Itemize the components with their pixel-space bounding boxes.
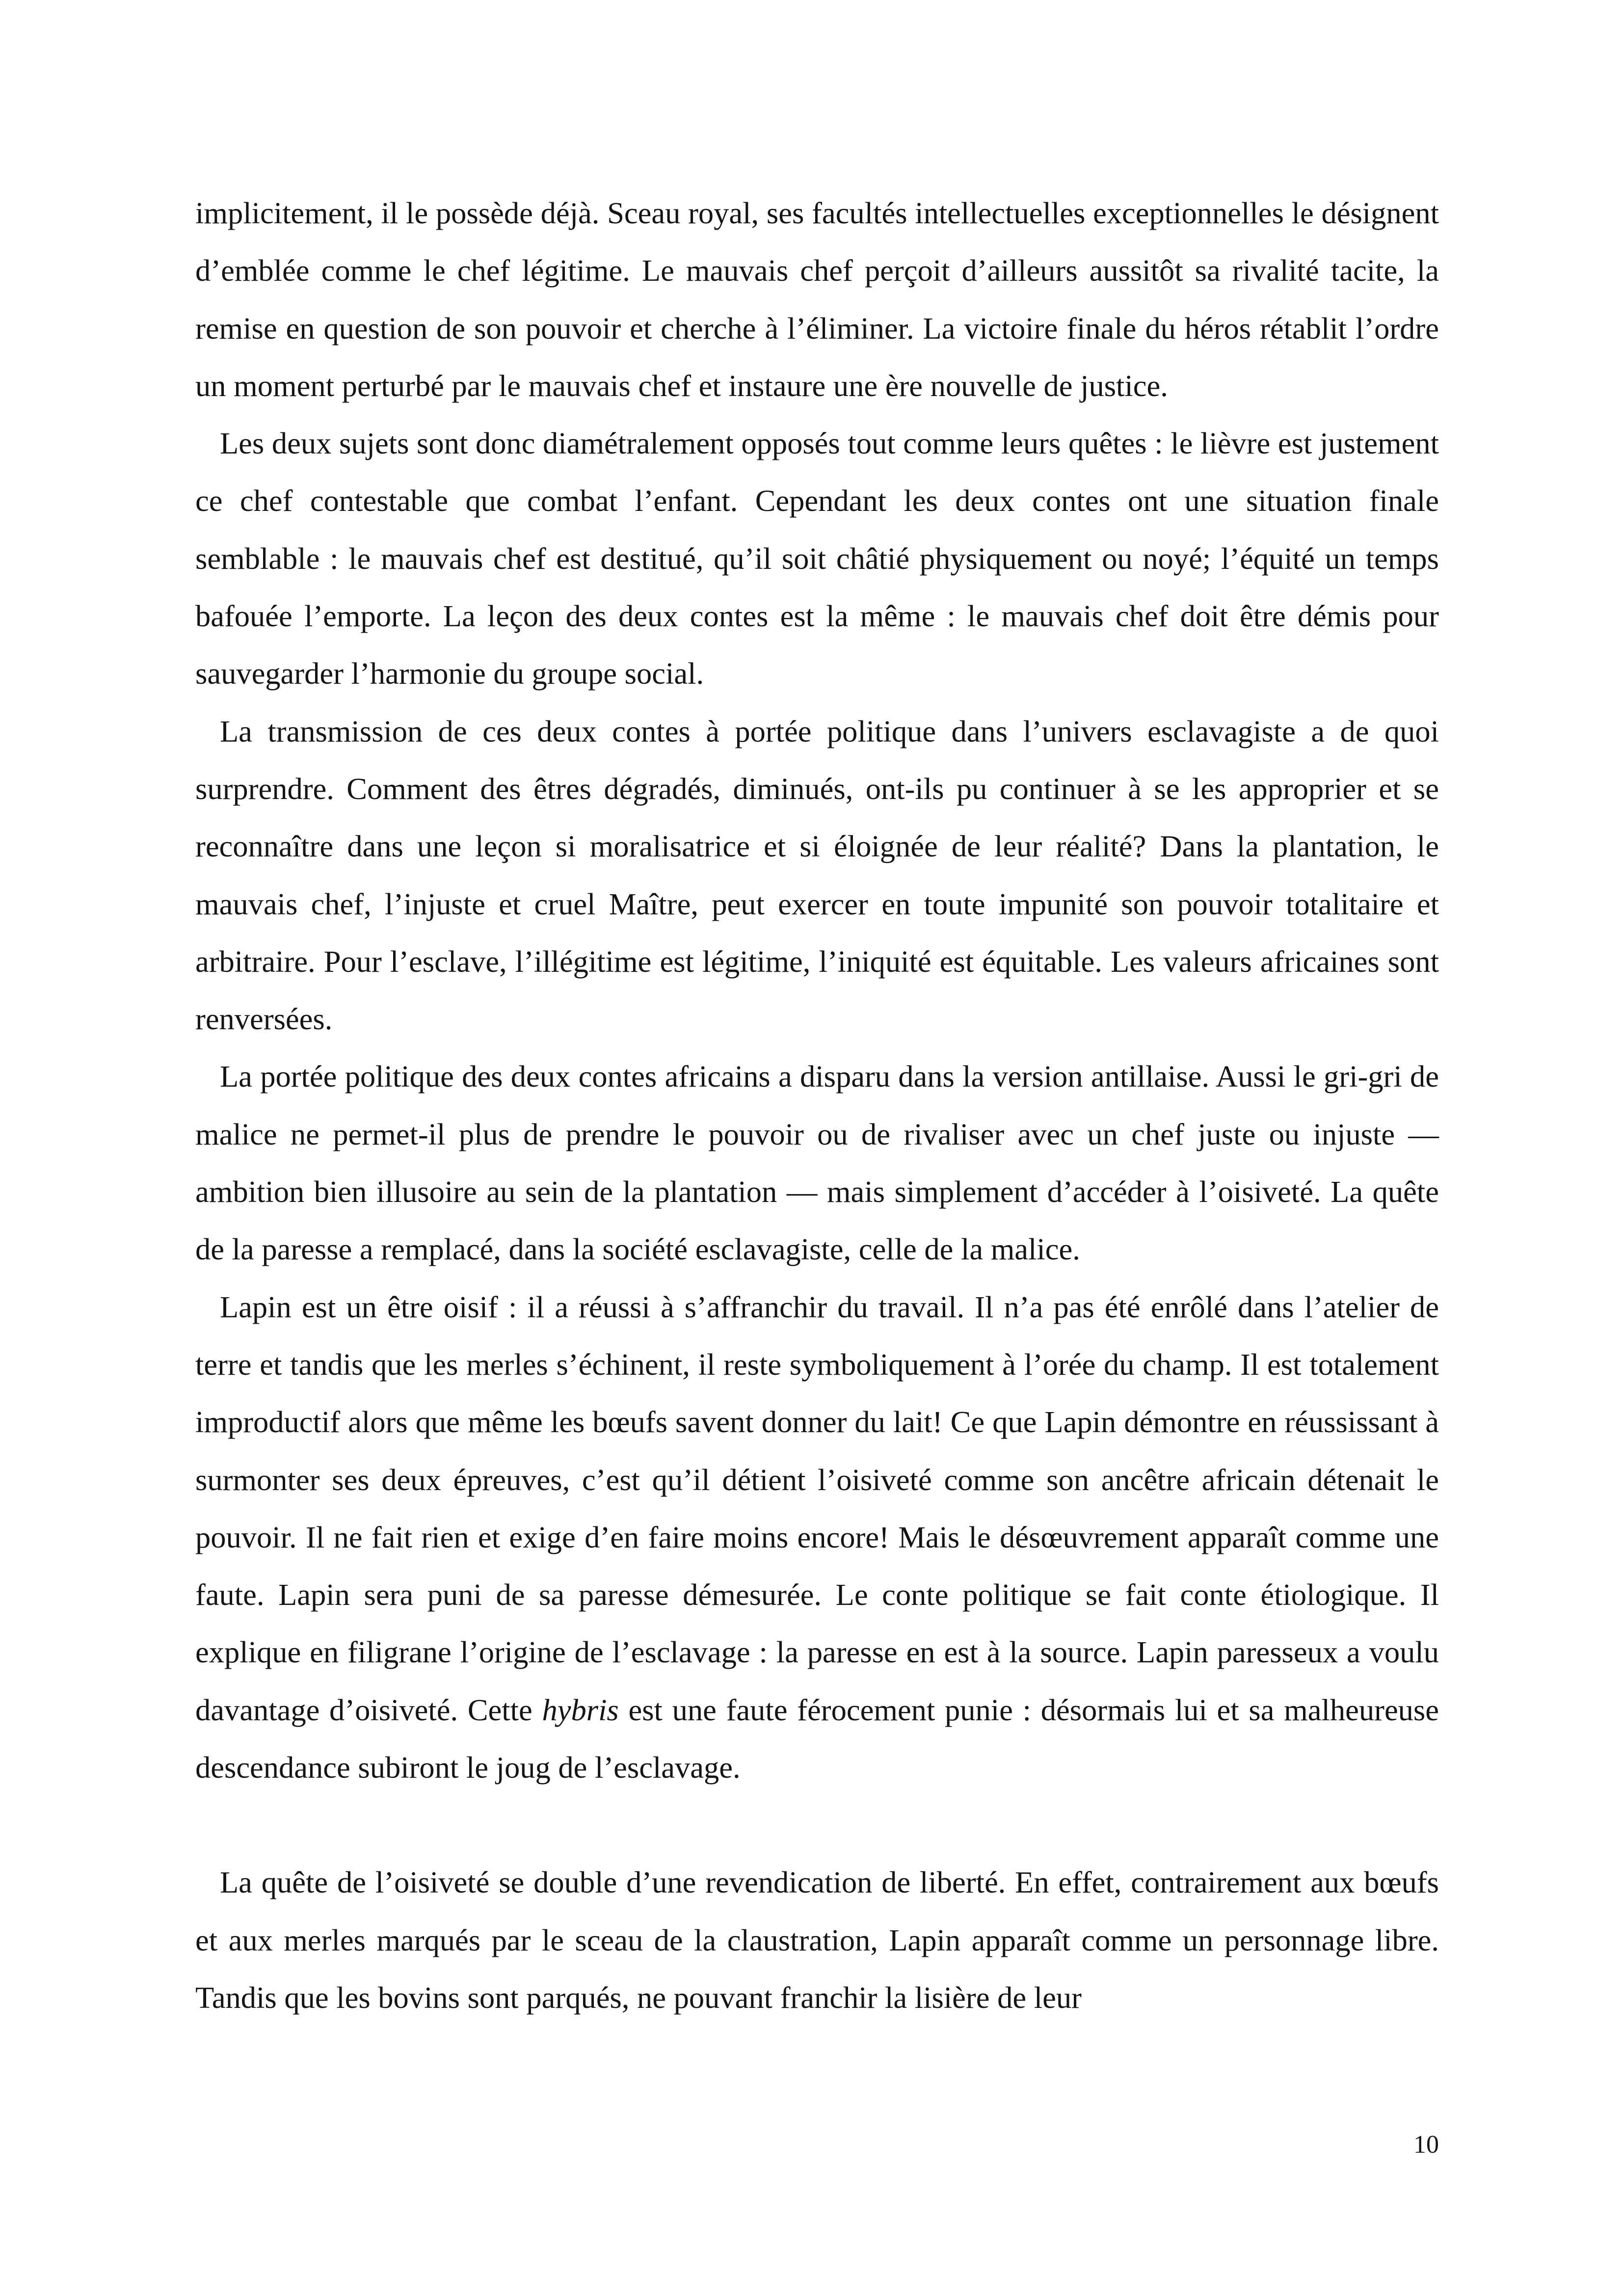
paragraph-2: Les deux sujets sont donc diamétralement opposés tout comme leurs quêtes : le lièvre est justement ce chef contestable que combat l’enfant. Cependant les deux contes ont une situation finale semblable : le mauvais chef est destitué, qu’il soit châtié physiquement ou noyé; l’équité un temps bafouée l’emporte. La leçon des deux contes est la même : le mauvais chef doit être démis pour sauvegarder l’harmonie du groupe social. (195, 426, 1439, 691)
paragraph-4: La portée politique des deux contes africains a disparu dans la version antillaise. Aussi le gri-gri de malice ne permet-il plus de prendre le pouvoir ou de rivaliser avec un chef juste ou injuste — ambition bien illusoire au sein de la plantation — mais simplement d’accéder à l’oisiveté. La quête de la paresse a remplacé, dans la société esclavagiste, celle de la malice. (195, 1059, 1439, 1267)
page-number: 10 (1413, 2131, 1439, 2159)
body-text (195, 185, 1439, 2027)
paragraph-3: La transmission de ces deux contes à portée politique dans l’univers esclavagiste a de quoi surprendre. Comment des êtres dégradés, diminués, ont-ils pu continuer à se les approprier et se reconnaître dans une leçon si moralisatrice et si éloignée de leur réalité? Dans la plantation, le mauvais chef, l’injuste et cruel Maître, peut exercer en toute impunité son pouvoir totalitaire et arbitraire. Pour l’esclave, l’illégitime est légitime, l’iniquité est équitable. Les valeurs africaines sont renversées. (195, 714, 1439, 1037)
paragraph-5-text-before: Lapin est un être oisif : il a réussi à s’affranchir du travail. Il n’a pas été enrôlé dans l’atelier de terre et tandis que les merles s’échinent, il reste symboliquement à l’orée du champ. Il est totalement improductif alors que même les bœufs savent donner du lait! Ce que Lapin démontre en réussissant à surmonter ses deux épreuves, c’est qu’il détient l’oisiveté comme son ancêtre africain détenait le pouvoir. Il ne fait rien et exige d’en faire moins encore! Mais le désœuvrement apparaît comme une faute. Lapin sera puni de sa paresse démesurée. Le conte politique se fait conte étiologique. Il explique en filigrane l’origine de l’esclavage : la paresse en est à la source. Lapin paresseux a voulu davantage d’oisiveté. Cette (195, 1289, 1439, 1727)
paragraph-5-italic-term: hybris (542, 1692, 619, 1727)
paragraph-1: implicitement, il le possède déjà. Sceau royal, ses facultés intellectuelles exceptionnelles le désignent d’emblée comme le chef légitime. Le mauvais chef perçoit d’ailleurs aussitôt sa rivalité tacite, la remise en question de son pouvoir et cherche à l’éliminer. La victoire finale du héros rétablit l’ordre un moment perturbé par le mauvais chef et instaure une ère nouvelle de justice. (195, 196, 1439, 403)
paragraph-5-text-after: est une faute férocement punie : désormais lui et sa malheureuse descendance subiront le joug de l’esclavage. (195, 1692, 1439, 1785)
paragraph-5 (195, 1279, 1439, 1797)
paragraph-6: La quête de l’oisiveté se double d’une revendication de liberté. En effet, contrairement aux bœufs et aux merles marqués par le sceau de la claustration, Lapin apparaît comme un personnage libre. Tandis que les bovins sont parqués, ne pouvant franchir la lisière de leur (195, 1865, 1439, 2015)
